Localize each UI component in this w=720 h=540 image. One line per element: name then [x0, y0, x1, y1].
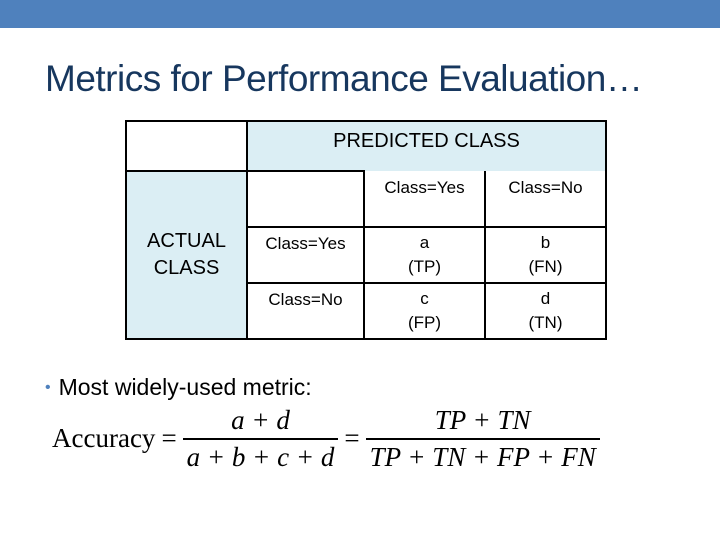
fraction-bar [366, 438, 600, 440]
matrix-blank-cell [247, 171, 364, 227]
bullet-item [45, 374, 312, 401]
top-accent-bar [0, 0, 720, 28]
cell-false-negative [485, 227, 606, 283]
cell-abbreviation: (TP) [407, 257, 442, 276]
cell-true-positive [364, 227, 485, 283]
cell-abbreviation: (FP) [407, 313, 442, 332]
actual-class-header [126, 171, 247, 339]
actual-class-line2: CLASS [153, 257, 220, 279]
cell-abbreviation: (FN) [528, 257, 563, 276]
cell-symbol: b [540, 233, 551, 253]
fraction-bar [183, 438, 339, 440]
confusion-matrix [125, 120, 607, 340]
cell-symbol: d [540, 289, 551, 309]
fraction-numerator: TP + TN [434, 405, 531, 435]
cell-symbol: c [420, 289, 429, 309]
predicted-class-header: PREDICTED CLASS [247, 121, 606, 171]
actual-class-line1: ACTUAL [147, 230, 226, 252]
cell-abbreviation: (TN) [528, 313, 563, 332]
row-header-no: Class=No [247, 283, 364, 339]
fraction-denominator: TP + TN + FP + FN [369, 441, 596, 472]
row-header-yes: Class=Yes [247, 227, 364, 283]
cell-true-negative [485, 283, 606, 339]
column-header-no: Class=No [485, 171, 606, 227]
formula-lhs: Accuracy [52, 423, 156, 454]
bullet-text: Most widely-used metric: [58, 374, 312, 400]
cell-symbol: a [419, 233, 430, 253]
matrix-corner-cell [126, 121, 247, 171]
fraction-numerator: a + d [231, 405, 290, 435]
equals-sign: = [344, 423, 360, 454]
fraction-abbreviations [366, 405, 600, 473]
equals-sign: = [161, 423, 177, 454]
confusion-matrix-table [125, 120, 607, 340]
bullet-marker-icon: • [45, 379, 51, 396]
accuracy-formula [52, 405, 600, 473]
column-header-yes: Class=Yes [364, 171, 485, 227]
fraction-denominator: a + b + c + d [186, 441, 335, 472]
cell-false-positive [364, 283, 485, 339]
fraction-letters [183, 405, 339, 473]
slide-title: Metrics for Performance Evaluation… [45, 58, 643, 99]
